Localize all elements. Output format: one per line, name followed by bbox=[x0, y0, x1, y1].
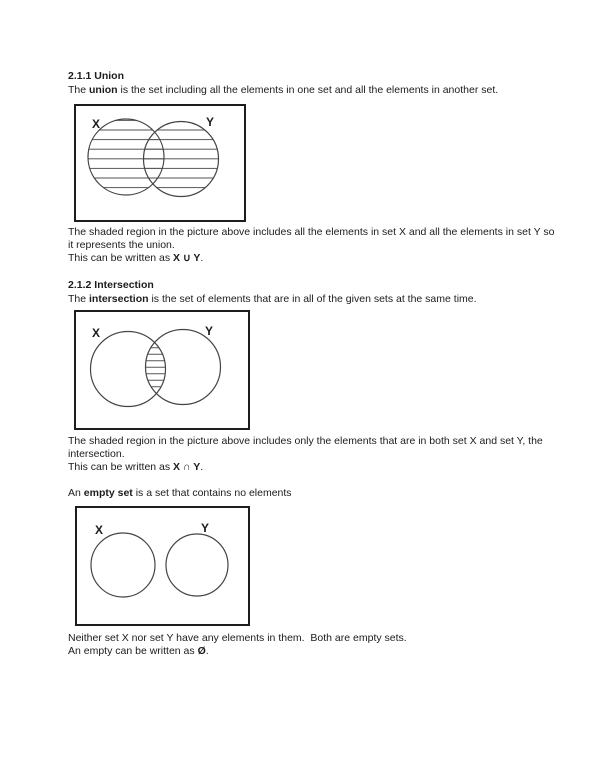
notation-text: An empty can be written as bbox=[68, 645, 198, 657]
intro-term-union: union bbox=[89, 84, 118, 96]
intersection-venn-svg bbox=[76, 312, 248, 428]
caption-line: The shaded region in the picture above includes only the elements that are in both set X and set Y, the bbox=[68, 435, 543, 447]
caption-line: Neither set X nor set Y have any elements in them. Both are empty sets. bbox=[68, 632, 407, 644]
set-y-label: Y bbox=[206, 115, 215, 129]
caption-line: intersection. bbox=[68, 448, 125, 460]
section-union-intro bbox=[68, 84, 498, 97]
set-x-label: X bbox=[92, 326, 101, 340]
union-venn-diagram bbox=[74, 104, 246, 222]
notation-text: . bbox=[200, 461, 204, 473]
empty-set-caption bbox=[68, 632, 407, 658]
union-symbol-expression: X ∪ Y bbox=[173, 252, 201, 264]
set-y-label: Y bbox=[205, 324, 214, 338]
intro-term-intersection: intersection bbox=[89, 293, 149, 305]
empty-set-venn-diagram bbox=[75, 506, 250, 626]
intersection-symbol-expression: X ∩ Y bbox=[173, 461, 201, 473]
intersection-venn-diagram bbox=[74, 310, 250, 430]
circle-y bbox=[166, 534, 228, 596]
notation-text: . bbox=[205, 645, 209, 657]
intersection-caption bbox=[68, 435, 543, 474]
intersection-notation bbox=[68, 461, 543, 474]
set-x-label: X bbox=[95, 523, 104, 537]
intro-text: is the set including all the elements in one set and all the elements in another set. bbox=[117, 84, 499, 96]
circle-x bbox=[91, 533, 155, 597]
intro-text: The bbox=[68, 293, 90, 305]
set-y-label: Y bbox=[201, 521, 210, 535]
set-x-label: X bbox=[92, 117, 101, 131]
notation-text: This can be written as bbox=[68, 252, 174, 264]
intro-text: The bbox=[68, 84, 90, 96]
union-caption bbox=[68, 226, 554, 265]
section-union-heading: 2.1.1 Union bbox=[68, 70, 125, 82]
notation-text: . bbox=[200, 252, 204, 264]
intro-term-empty-set: empty set bbox=[83, 487, 133, 499]
caption-line: The shaded region in the picture above includes all the elements in set X and all the elements in set Y so bbox=[68, 226, 555, 238]
empty-set-venn-svg bbox=[77, 508, 248, 624]
intro-text: is the set of elements that are in all of the given sets at the same time. bbox=[148, 293, 477, 305]
intro-text: is a set that contains no elements bbox=[132, 487, 292, 499]
empty-set-intro bbox=[68, 487, 292, 500]
caption-line: it represents the union. bbox=[68, 239, 175, 251]
notation-text: This can be written as bbox=[68, 461, 174, 473]
union-notation bbox=[68, 252, 554, 265]
empty-set-symbol: Ø bbox=[197, 645, 206, 657]
section-intersection-intro bbox=[68, 293, 477, 306]
union-venn-svg bbox=[76, 106, 244, 220]
empty-set-notation bbox=[68, 645, 407, 658]
section-intersection-heading: 2.1.2 Intersection bbox=[68, 279, 154, 291]
intro-text: An bbox=[68, 487, 84, 499]
